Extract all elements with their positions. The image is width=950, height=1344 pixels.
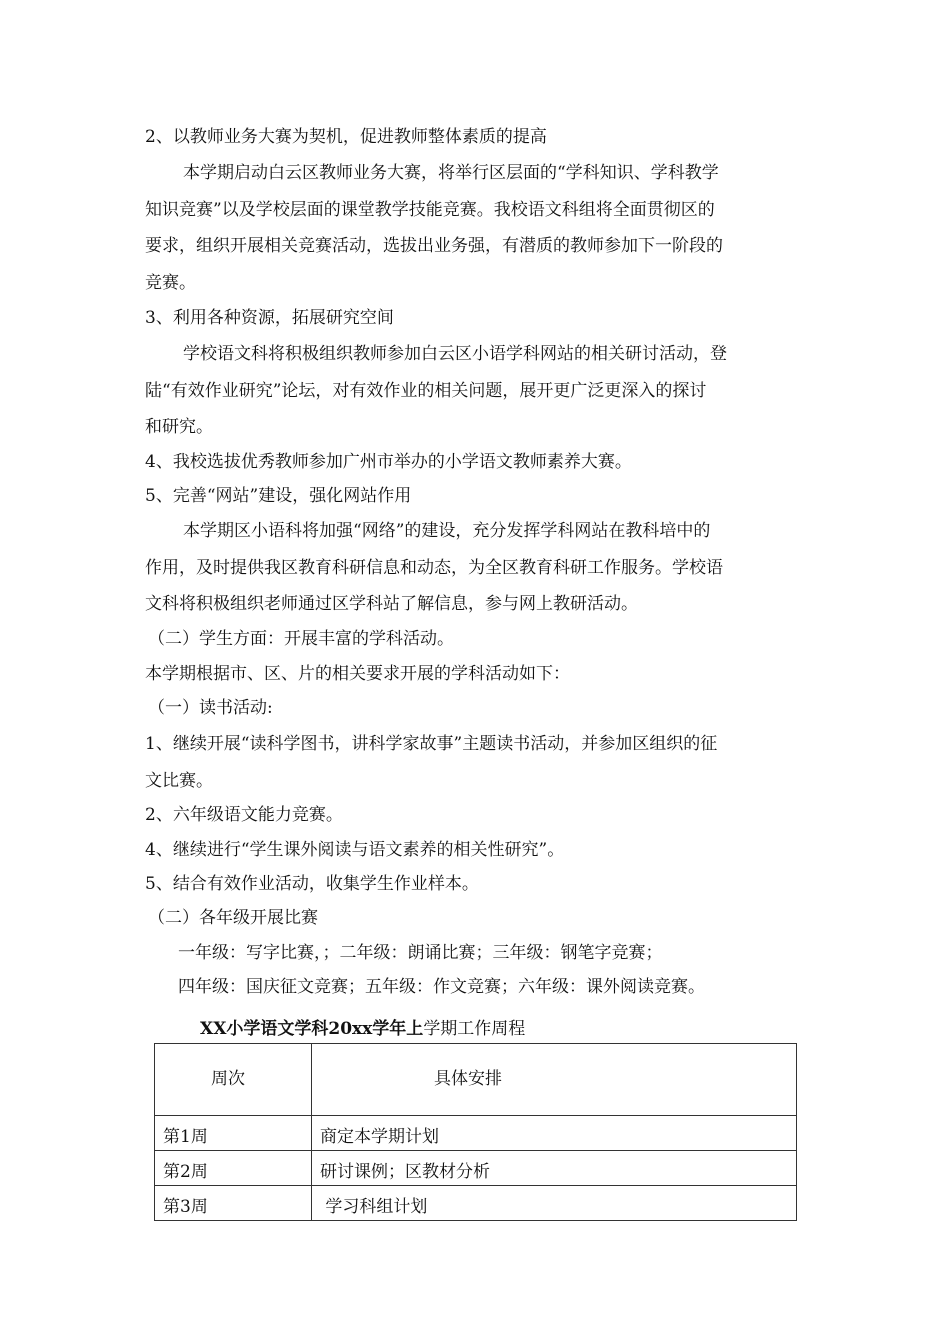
paragraph-line: 要求，组织开展相关竞赛活动，选拔出业务强，有潜质的教师参加下一阶段的 (145, 236, 723, 256)
header-arrangement: 具体安排 (312, 1044, 797, 1116)
paragraph-line: 和研究。 (145, 417, 213, 437)
table-title (200, 1014, 525, 1039)
table-row (155, 1151, 797, 1186)
paragraph-line: （一）读书活动: (148, 698, 273, 718)
paragraph-line: 2、六年级语文能力竞赛。 (145, 805, 343, 825)
paragraph-line: 陆“有效作业研究”论坛，对有效作业的相关问题，展开更广泛更深入的探讨 (145, 381, 707, 401)
paragraph-line: 5、结合有效作业活动，收集学生作业样本。 (145, 874, 479, 894)
table-title-bold: XX小学语文学科20xx学年上 (200, 1019, 424, 1039)
paragraph-line: 竞赛。 (145, 273, 196, 293)
schedule-table (154, 1043, 797, 1221)
arrangement-cell: 商定本学期计划 (312, 1116, 797, 1151)
paragraph-line: 本学期根据市、区、片的相关要求开展的学科活动如下： (145, 664, 570, 684)
paragraph-line: 四年级：国庆征文竞赛；五年级：作文竞赛；六年级：课外阅读竞赛。 (178, 977, 705, 997)
paragraph-line: 2、以教师业务大赛为契机，促进教师整体素质的提高 (145, 127, 547, 147)
paragraph-line: 文比赛。 (145, 771, 213, 791)
paragraph-line: 1、继续开展“读科学图书，讲科学家故事”主题读书活动，并参加区组织的征 (145, 734, 718, 754)
week-cell: 第1周 (155, 1116, 312, 1151)
table-row (155, 1116, 797, 1151)
table-header-row (155, 1044, 797, 1116)
paragraph-line: （二）学生方面：开展丰富的学科活动。 (148, 629, 454, 649)
paragraph-line: 文科将积极组织老师通过区学科站了解信息，参与网上教研活动。 (145, 594, 638, 614)
header-week: 周次 (155, 1044, 312, 1116)
paragraph-line: 本学期启动白云区教师业务大赛，将举行区层面的“学科知识、学科教学 (183, 163, 719, 183)
paragraph-line: 4、继续进行“学生课外阅读与语文素养的相关性研究”。 (145, 840, 565, 860)
table-title-normal: 学期工作周程 (423, 1019, 526, 1039)
arrangement-cell: 研讨课例；区教材分析 (312, 1151, 797, 1186)
paragraph-line: 一年级：写字比赛，；二年级：朗诵比赛；三年级：钢笔字竞赛； (178, 943, 663, 963)
week-cell: 第2周 (155, 1151, 312, 1186)
table-row (155, 1186, 797, 1221)
arrangement-cell: 学习科组计划 (312, 1186, 797, 1221)
paragraph-line: （二）各年级开展比赛 (148, 908, 318, 928)
paragraph-line: 5、完善“网站”建设，强化网站作用 (145, 486, 412, 506)
paragraph-line: 作用，及时提供我区教育科研信息和动态，为全区教育科研工作服务。学校语 (145, 558, 723, 578)
paragraph-line: 4、我校选拔优秀教师参加广州市举办的小学语文教师素养大赛。 (145, 452, 632, 472)
week-cell: 第3周 (155, 1186, 312, 1221)
paragraph-line: 学校语文科将积极组织教师参加白云区小语学科网站的相关研讨活动，登 (183, 344, 727, 364)
paragraph-line: 本学期区小语科将加强“网络”的建设，充分发挥学科网站在教科培中的 (183, 521, 711, 541)
paragraph-line: 知识竞赛”以及学校层面的课堂教学技能竞赛。我校语文科组将全面贯彻区的 (145, 200, 715, 220)
paragraph-line: 3、利用各种资源，拓展研究空间 (145, 308, 394, 328)
